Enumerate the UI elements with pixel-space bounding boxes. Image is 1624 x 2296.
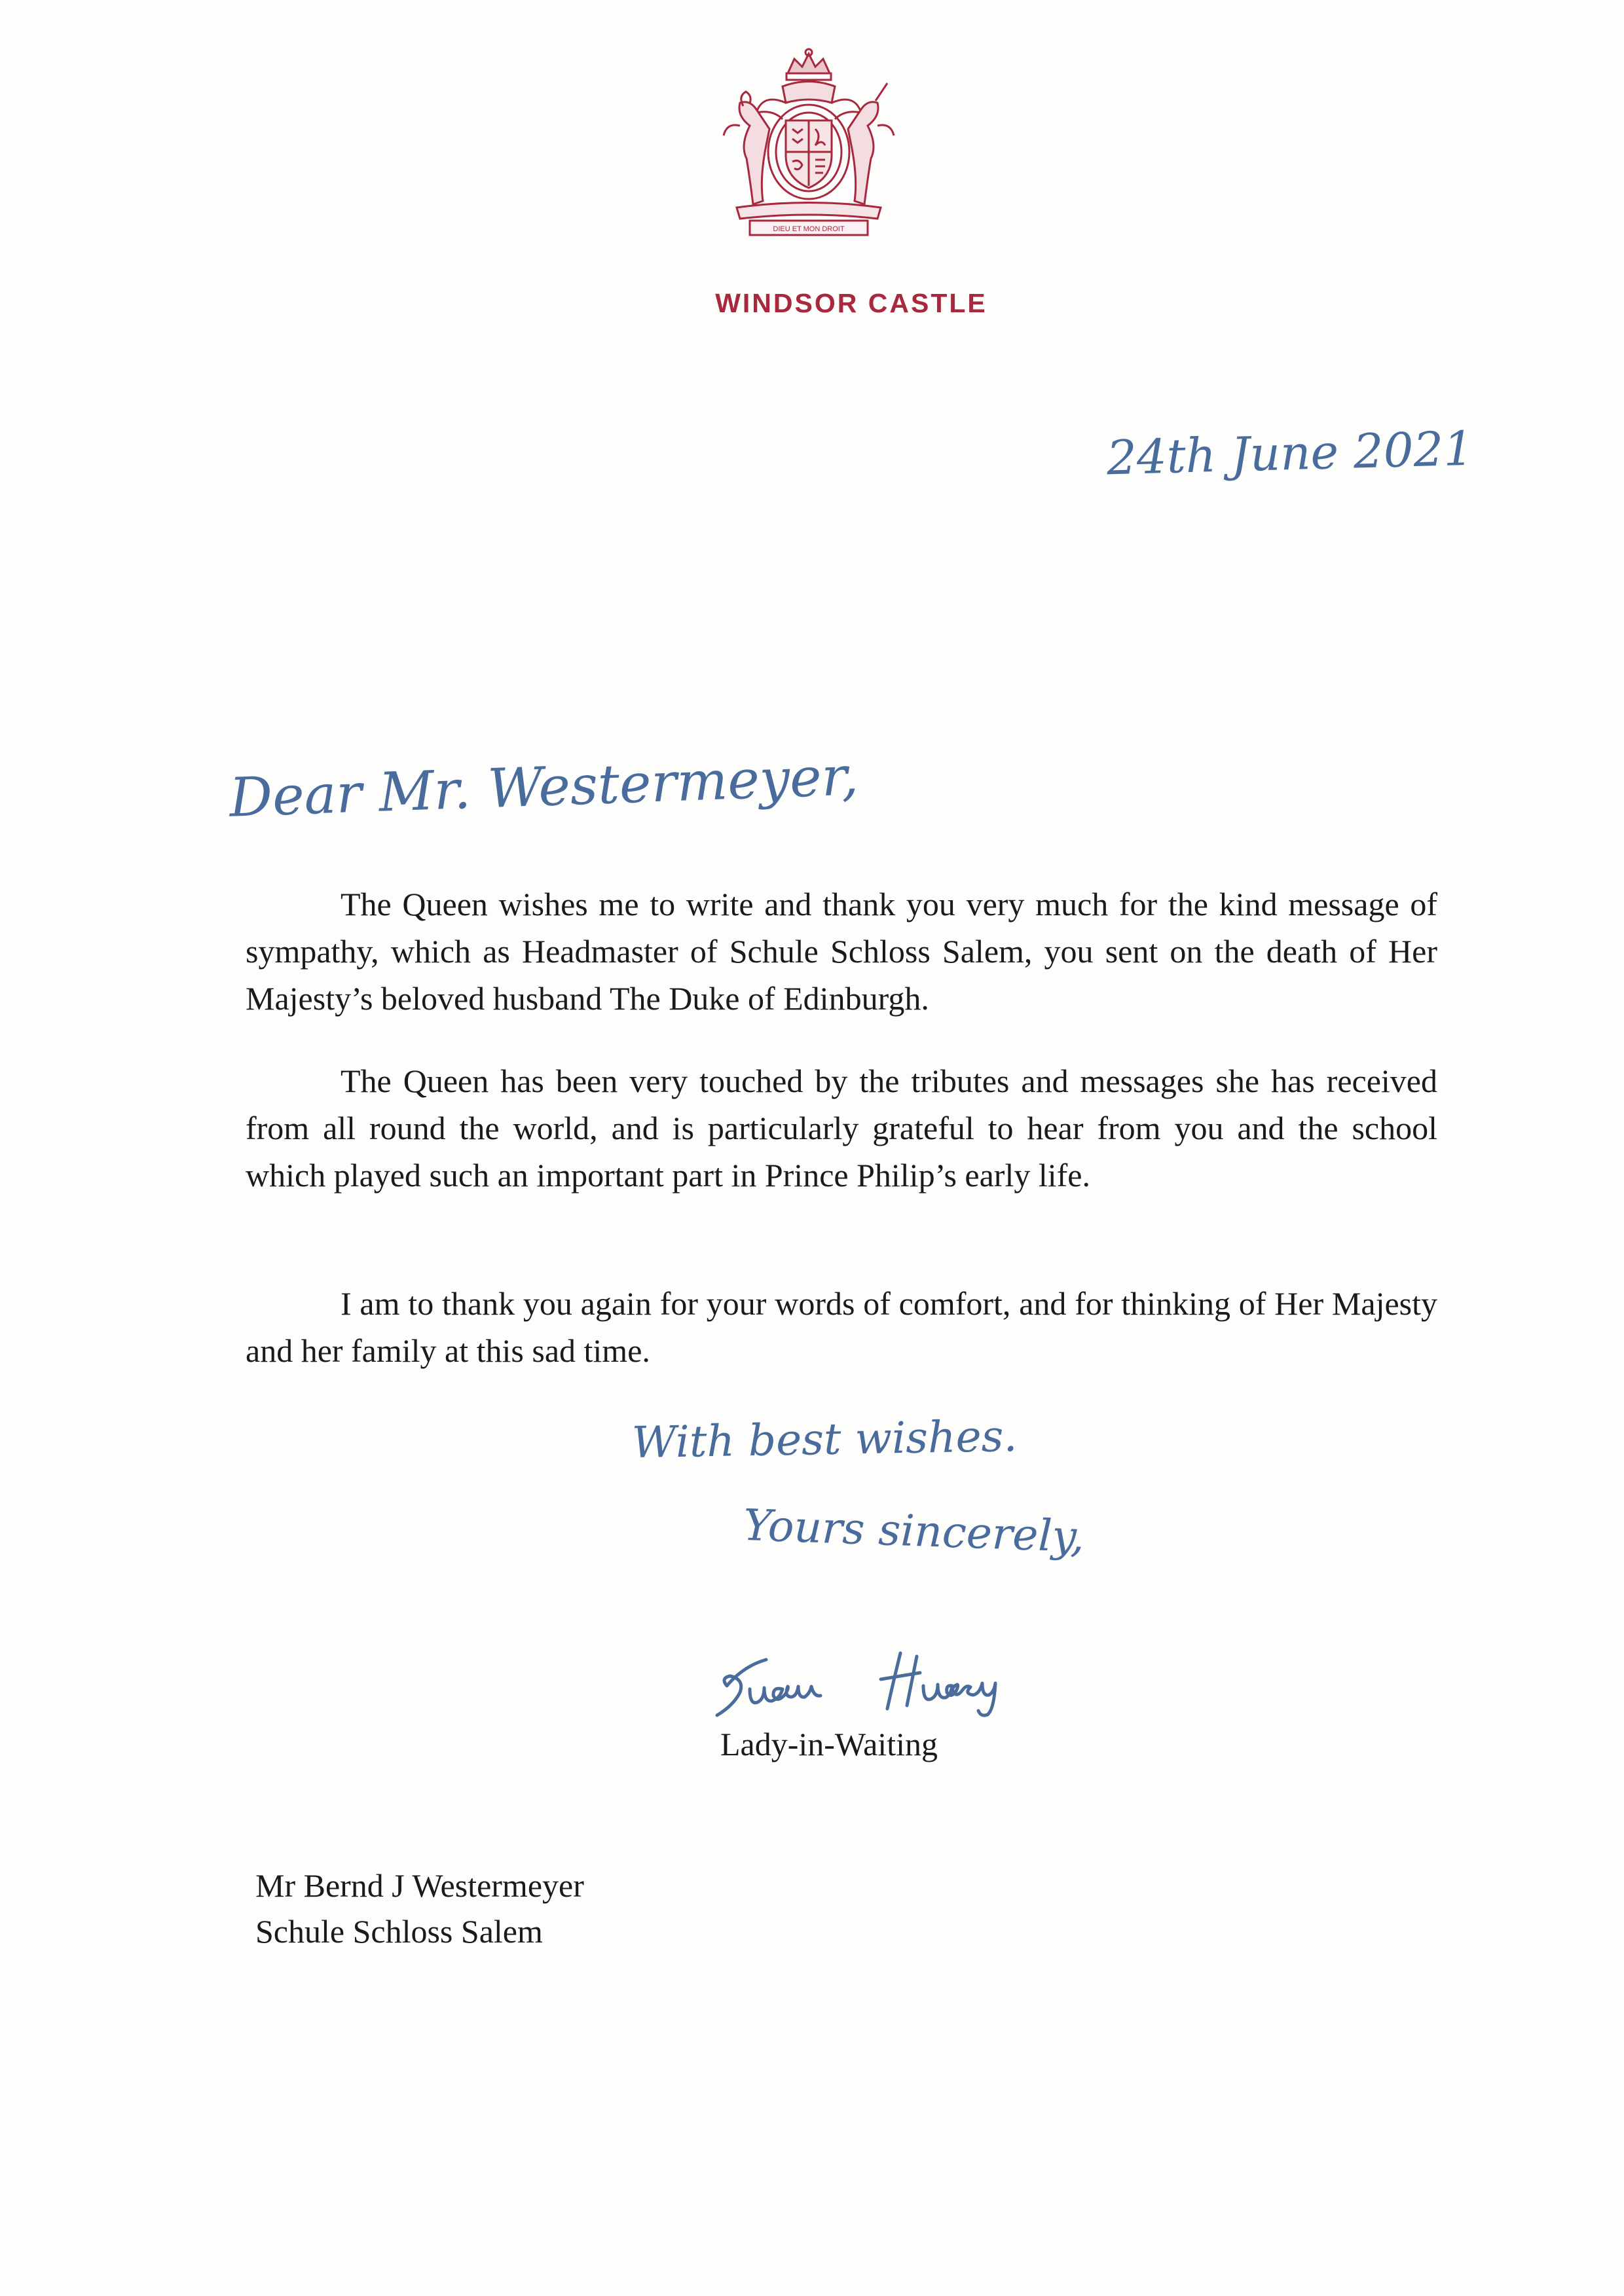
sign-off: Yours sincerely, <box>742 1499 1086 1563</box>
handwritten-signature <box>704 1640 1044 1732</box>
body-paragraph-1: The Queen wishes me to write and thank you very much for the kind message of sympathy, which as Headmaster of Schule Schloss Salem, you sent on the death of Her Majesty’s beloved husband The Duke of Edinburgh. <box>246 886 1437 1017</box>
letterhead-title <box>0 288 1624 319</box>
royal-coat-of-arms-icon <box>710 47 907 240</box>
body-paragraph-3: I am to thank you again for your words of comfort, and for thinking of Her Majesty and her family at this sad time. <box>246 1285 1437 1369</box>
salutation: Dear Mr. Westermeyer, <box>228 745 860 829</box>
closing-line: With best wishes. <box>631 1410 1018 1468</box>
recipient-organisation: Schule Schloss Salem <box>255 1913 543 1950</box>
svg-text:DIEU ET MON DROIT: DIEU ET MON DROIT <box>773 225 845 233</box>
signatory-role: Lady-in-Waiting <box>720 1726 938 1762</box>
letter-date: 24th June 2021 <box>1105 420 1475 486</box>
recipient-name: Mr Bernd J Westermeyer <box>255 1867 584 1904</box>
letterhead-title-text: WINDSOR CASTLE <box>715 288 987 318</box>
body-paragraph-2: The Queen has been very touched by the tributes and messages she has received from all round the world, and is particularly grateful to hear from you and the school which played such an important part in Prince Philip’s early life. <box>246 1063 1437 1194</box>
recipient-address <box>255 1863 584 1954</box>
